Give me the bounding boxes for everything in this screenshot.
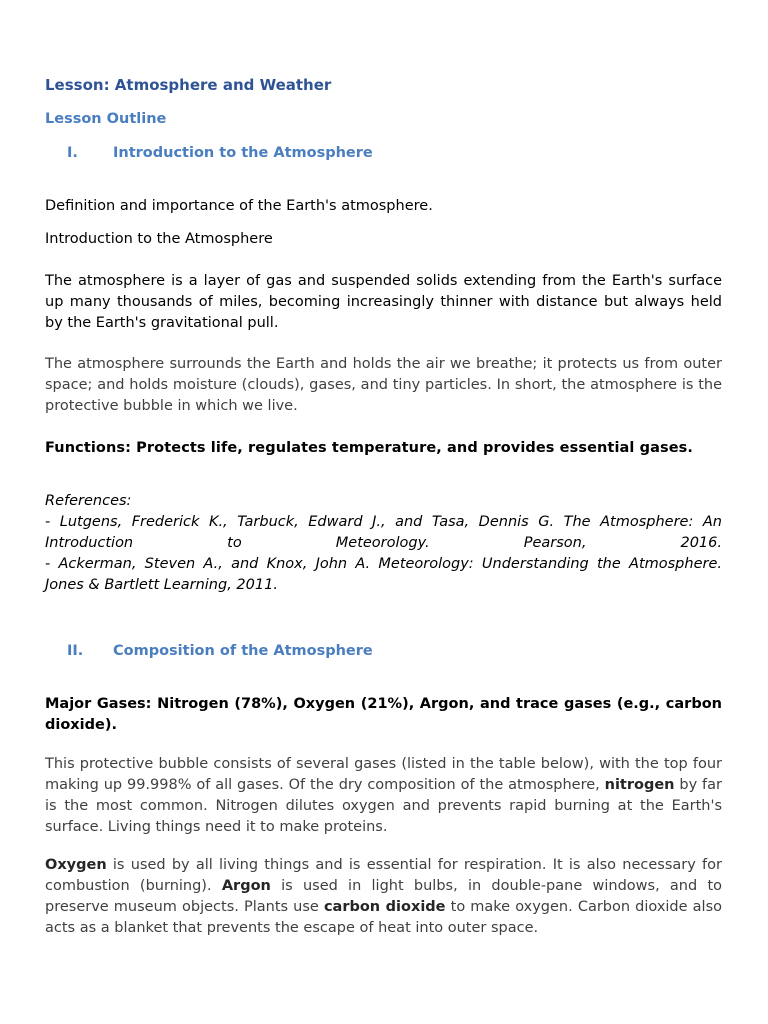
intro-paragraph-2: The atmosphere surrounds the Earth and holds the air we breathe; it protects us from outer space; and holds moisture (clouds), gases, and tiny particles. In short, the atmosphere is the protective bubble in which we live. [45,356,722,414]
reference-1-line-2: Introduction to Meteorology. Pearson, 2016. [45,535,722,551]
references-block [45,491,722,596]
reference-1-line-1: - Lutgens, Frederick K., Tarbuck, Edward J., and Tasa, Dennis G. The Atmosphere: An [45,514,722,530]
section-numeral: I. [67,145,78,161]
functions-line: Functions: Protects life, regulates temperature, and provides essential gases. [45,440,694,456]
composition-paragraph-2: Oxygen is used by all living things and is essential for respiration. It is also necessary for combustion (burning). Argon is used in light bulbs, in double-pane windows, and to preserve museum objects. Plants use carbon dioxide to make oxygen. Carbon dioxide also acts as a blanket that prevents the escape of heat into outer space. [45,857,723,936]
reference-2-line-1: - Ackerman, Steven A., and Knox, John A. Meteorology: Understanding the Atmosphere. [45,556,722,572]
keyword-nitrogen: nitrogen [604,777,675,793]
section-numeral: II. [67,643,84,659]
outline-heading: Lesson Outline [45,111,167,127]
section-title: Composition of the Atmosphere [113,643,373,659]
keyword-carbon-dioxide: carbon dioxide [323,899,446,915]
definition-line: Definition and importance of the Earth's atmosphere. [45,198,433,214]
lesson-title: Lesson: Atmosphere and Weather [45,76,332,94]
references-label: References: [45,493,132,509]
section-title: Introduction to the Atmosphere [113,145,373,161]
intro-paragraph-1: The atmosphere is a layer of gas and suspended solids extending from the Earth's surface up many thousands of miles, becoming increasingly thinner with distance but always held by the Earth's gravitational pull. [45,273,722,331]
composition-paragraph-1: This protective bubble consists of several gases (listed in the table below), with the top four making up 99.998% of all gases. Of the dry composition of the atmosphere, nitrogen by far is the most common. Nitrogen dilutes oxygen and prevents rapid burning at the Earth's surface. Living things need it to make proteins. [45,756,722,835]
reference-2-line-2: Jones & Bartlett Learning, 2011. [45,577,278,593]
keyword-argon: Argon [221,878,271,894]
major-gases-line: Major Gases: Nitrogen (78%), Oxygen (21%), Argon, and trace gases (e.g., carbon dioxide). [45,696,722,733]
keyword-oxygen: Oxygen [45,857,107,873]
intro-subheading: Introduction to the Atmosphere [45,231,273,247]
